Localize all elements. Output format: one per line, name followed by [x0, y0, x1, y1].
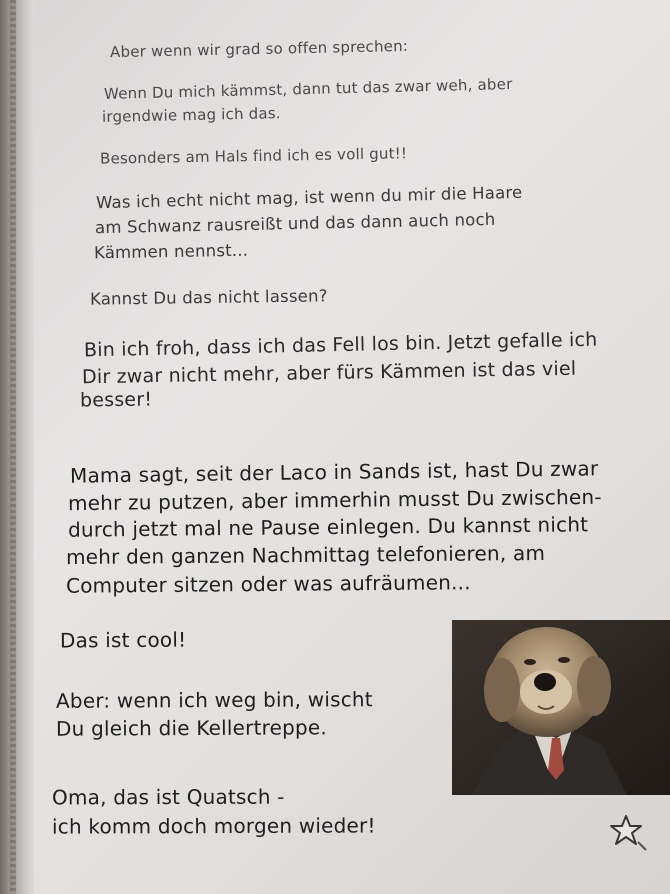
- text-line: Kannst Du das nicht lassen?: [89, 286, 328, 309]
- text-line: Du gleich die Kellertreppe.: [55, 715, 327, 741]
- text-line: Mama sagt, seit der Laco in Sands ist, hast Du zwar: [69, 456, 599, 488]
- text-line: mehr den ganzen Nachmittag telefonieren, am: [65, 540, 546, 570]
- text-line: Das ist cool!: [59, 627, 187, 653]
- text-line: am Schwanz rausreißt und das dann auch noch: [94, 209, 496, 238]
- text-line: irgendwie mag ich das.: [101, 104, 281, 126]
- notebook-binding-edge: [0, 0, 34, 894]
- text-line: besser!: [79, 388, 153, 412]
- text-line: ich komm doch morgen wieder!: [51, 813, 376, 839]
- dog-illustration: [452, 620, 670, 795]
- text-line: Besonders am Hals find ich es voll gut!!: [99, 144, 408, 168]
- text-line: Oma, das ist Quatsch -: [51, 784, 285, 810]
- text-line: Computer sitzen oder was aufräumen...: [65, 570, 471, 598]
- text-line: durch jetzt mal ne Pause einlegen. Du kannst nicht: [67, 512, 589, 542]
- text-line: Was ich echt nicht mag, ist wenn du mir die Haare: [95, 182, 523, 213]
- text-line: mehr zu putzen, aber immerhin musst Du zwischen-: [67, 484, 602, 516]
- star-sticker-icon: [608, 812, 648, 852]
- text-line: Wenn Du mich kämmst, dann tut das zwar weh, aber: [103, 75, 513, 103]
- text-line: Dir zwar nicht mehr, aber fürs Kämmen ist das viel: [81, 357, 577, 389]
- text-line: Kämmen nennst...: [93, 240, 249, 263]
- text-line: Bin ich froh, dass ich das Fell los bin. Jetzt gefalle ich: [83, 328, 598, 362]
- dog-photo: [452, 620, 670, 795]
- text-line: Aber: wenn ich weg bin, wischt: [55, 687, 373, 713]
- text-line: Aber wenn wir grad so offen sprechen:: [109, 36, 409, 62]
